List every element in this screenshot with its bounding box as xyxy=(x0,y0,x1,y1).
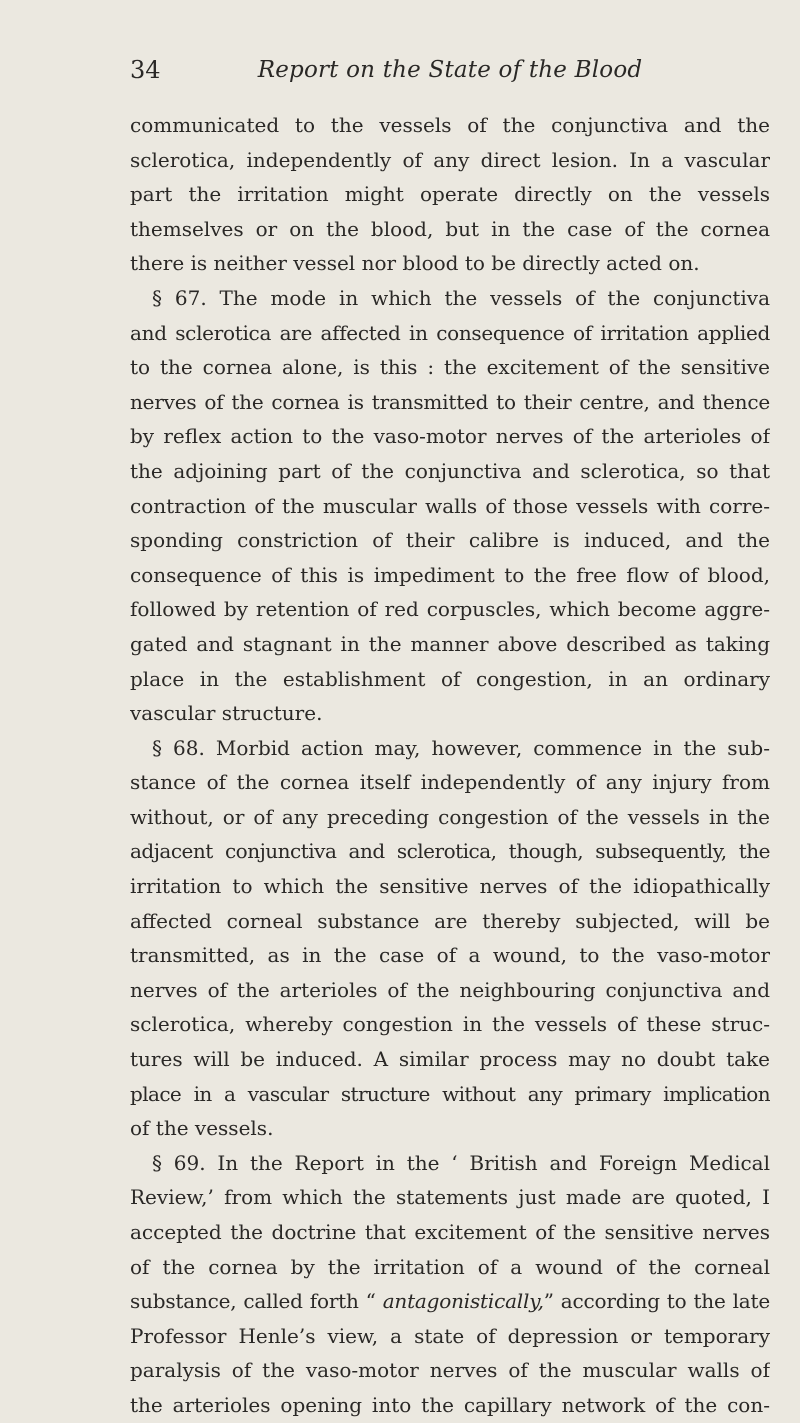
text-line: to the cornea alone, is this : the excitement of the sensitive xyxy=(130,355,770,380)
text-line: followed by retention of red corpuscles, which become aggre- xyxy=(130,597,770,622)
text-line: vascular structure. xyxy=(130,701,323,726)
text-line: affected corneal substance are thereby subjected, will be xyxy=(130,908,770,933)
text-line: paralysis of the vaso-motor nerves of the muscular walls of xyxy=(130,1358,770,1383)
page-number: 34 xyxy=(130,56,161,84)
text-line: sclerotica, independently of any direct lesion. In a vascular xyxy=(130,147,770,172)
text-line: nerves of the cornea is transmitted to their centre, and thence xyxy=(130,389,770,414)
text-line: the adjoining part of the conjunctiva and sclerotica, so that xyxy=(130,458,770,483)
text-line: accepted the doctrine that excitement of the sensitive nerves xyxy=(130,1220,770,1244)
text-line: there is neither vessel nor blood to be directly acted on. xyxy=(130,251,700,276)
text-line: tures will be induced. A similar process may no doubt take xyxy=(130,1047,770,1072)
text-line: sponding constriction of their calibre is induced, and the xyxy=(130,528,770,553)
text-line: nerves of the arterioles of the neighbouring conjunctiva and xyxy=(130,977,770,1002)
text-segment: substance, called forth “ xyxy=(130,1289,383,1314)
emphasized-term: antagonistically, xyxy=(382,1289,544,1314)
text-line: themselves or on the blood, but in the case of the cornea xyxy=(130,216,770,241)
text-line: without, or of any preceding congestion of the vessels in the xyxy=(130,804,770,829)
text-line: irritation to which the sensitive nerves of the idiopathically xyxy=(130,874,770,899)
text-line-with-emphasis xyxy=(130,1284,770,1319)
text-line: place in a vascular structure without any primary implication xyxy=(130,1081,770,1106)
text-line: Professor Henle’s view, a state of depression or temporary xyxy=(130,1323,770,1348)
text-line: Review,’ from which the statements just made are quoted, I xyxy=(130,1185,770,1210)
running-head xyxy=(130,50,770,90)
text-segment: ” according to the late xyxy=(543,1289,770,1314)
text-line: of the vessels. xyxy=(130,1116,274,1141)
body-text xyxy=(130,108,770,1423)
text-line: gated and stagnant in the manner above described as taking xyxy=(130,631,770,656)
text-line: communicated to the vessels of the conjunctiva and the xyxy=(130,113,770,137)
text-line: by reflex action to the vaso-motor nerves of the arterioles of xyxy=(130,424,770,449)
text-line: of the cornea by the irritation of a wound of the corneal xyxy=(130,1254,770,1279)
section-68-heading-line: § 68. Morbid action may, however, commence in the sub- xyxy=(152,735,770,760)
running-title: Report on the State of the Blood xyxy=(257,57,643,83)
text-line: place in the establishment of congestion, in an ordinary xyxy=(130,666,770,691)
text-line: stance of the cornea itself independently of any injury from xyxy=(130,770,770,795)
section-67-heading-line: § 67. The mode in which the vessels of the conjunctiva xyxy=(152,285,770,310)
text-line: part the irritation might operate directly on the vessels xyxy=(130,182,770,207)
text-line: and sclerotica are affected in consequence of irritation applied xyxy=(130,320,770,345)
text-line: sclerotica, whereby congestion in the vessels of these struc- xyxy=(130,1012,770,1037)
section-69-heading-line: § 69. In the Report in the ‘ British and Foreign Medical xyxy=(152,1150,770,1175)
text-line: adjacent conjunctiva and sclerotica, though, subsequently, the xyxy=(130,839,770,864)
text-line: the arterioles opening into the capillary network of the con- xyxy=(130,1392,770,1417)
text-line: transmitted, as in the case of a wound, to the vaso-motor xyxy=(130,943,770,968)
text-line: contraction of the muscular walls of those vessels with corre- xyxy=(130,493,770,518)
text-line: consequence of this is impediment to the free flow of blood, xyxy=(130,562,770,587)
